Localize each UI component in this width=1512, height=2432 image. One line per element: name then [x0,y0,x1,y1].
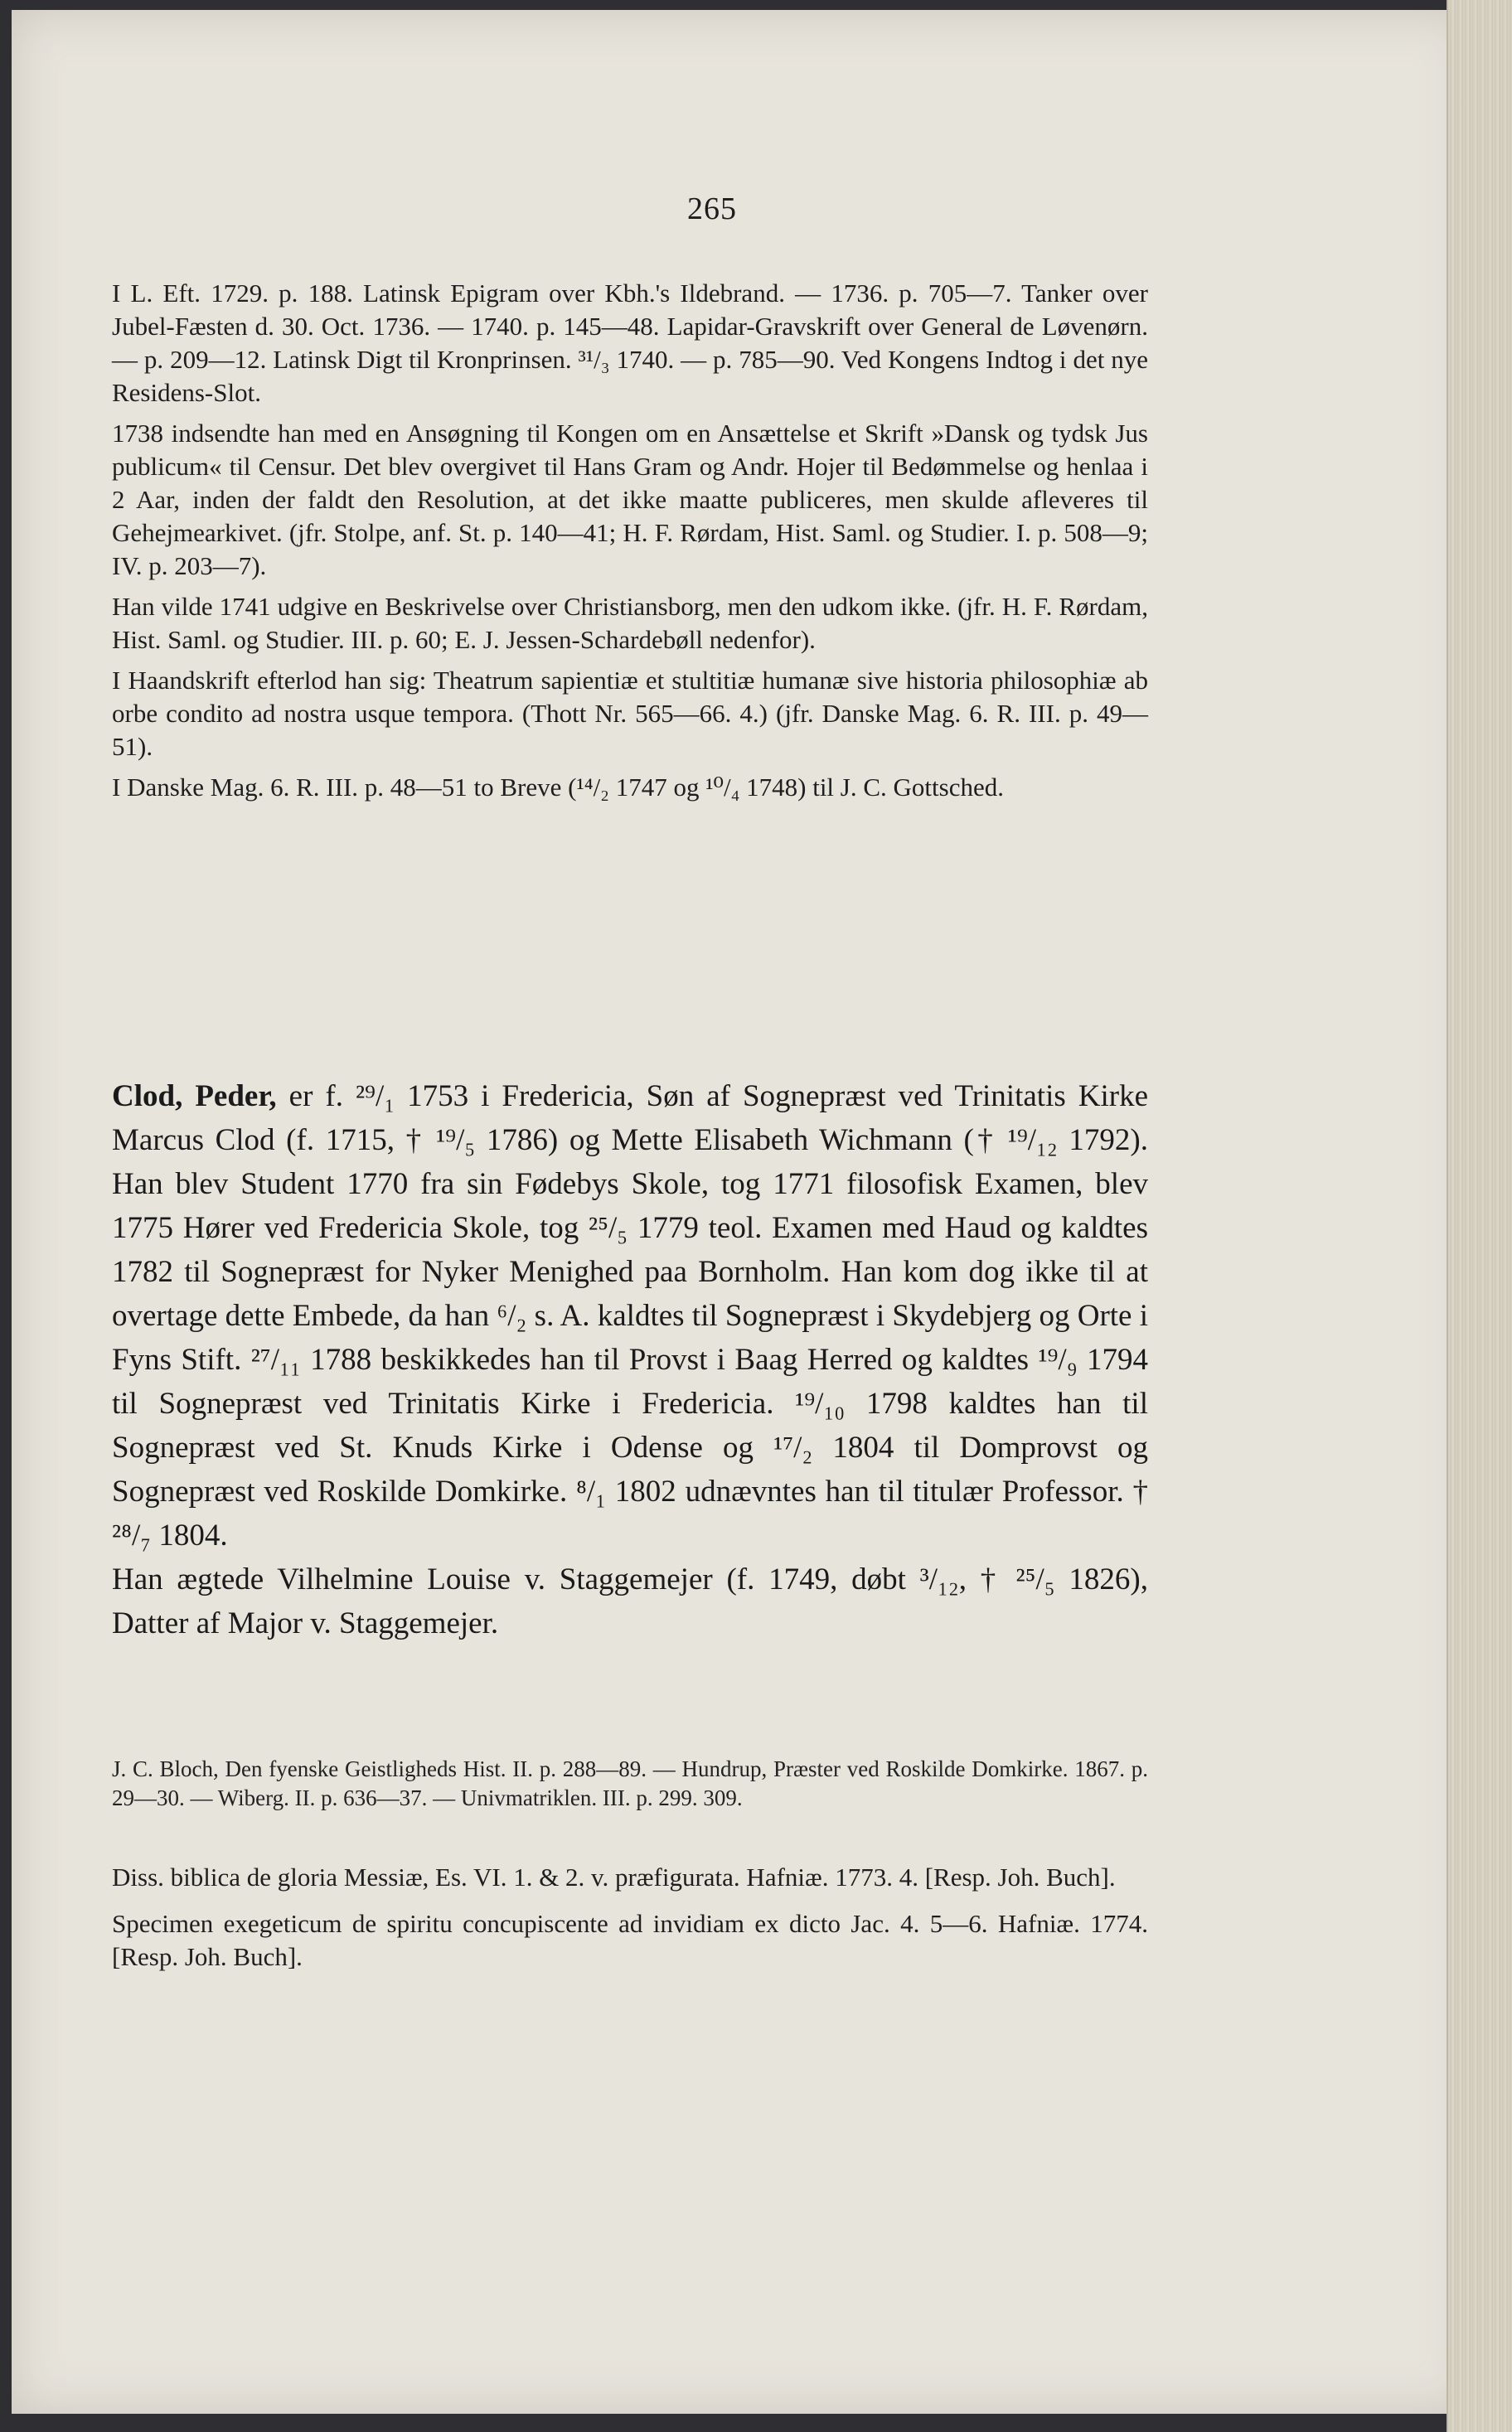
paragraph-epigram-list: I L. Eft. 1729. p. 188. Latinsk Epigram over Kbh.'s Ildebrand. — 1736. p. 705—7. Tanker over Jubel-Fæsten d. 30. Oct. 1736. — 1740. p. 145—48. Lapidar-Gravskrift over General de Løvenørn. — p. 209—12. Latinsk Digt til Kronprinsen. ³¹/₃ 1740. — p. 785—90. Ved Kongens Indtog i det nye Residens-Slot. [112,279,1148,407]
entry-body: er f. ²⁹/₁ 1753 i Fredericia, Søn af Sognepræst ved Trinitatis Kirke Marcus Clod (f. 1715, † ¹⁹/₅ 1786) og Mette Elisabeth Wichmann († ¹⁹/₁₂ 1792). Han blev Student 1770 fra sin Fødebys Skole, tog 1771 filosofisk Examen, blev 1775 Hører ved Fredericia Skole, tog ²⁵/₅ 1779 teol. Examen med Haud og kaldtes 1782 til Sognepræst for Nyker Menighed paa Bornholm. Han kom dog ikke til at overtage dette Embede, da han ⁶/₂ s. A. kaldtes til Sognepræst i Skydebjerg og Orte i Fyns Stift. ²⁷/₁₁ 1788 beskikkedes han til Provst i Baag Herred og kaldtes ¹⁹/₉ 1794 til Sognepræst ved Trinitatis Kirke i Fredericia. ¹⁹/₁₀ 1798 kaldtes han til Sognepræst ved St. Knuds Kirke i Odense og ¹⁷/₂ 1804 til Domprovst og Sognepræst ved Roskilde Domkirke. ⁸/₁ 1802 udnævntes han til titulær Professor. † ²⁸/₇ 1804. [112,1079,1148,1553]
paragraph-manuscript: I Haandskrift efterlod han sig: Theatrum sapientiæ et stultitiæ humanæ sive historia philosophiæ ab orbe condito ad nostra usque tempora. (Thott Nr. 565—66. 4.) (jfr. Danske Mag. 6. R. III. p. 49—51). [112,666,1148,761]
entry-headword: Clod, Peder, [112,1079,277,1113]
work-item: Specimen exegeticum de spiritu concupiscente ad invidiam ex dicto Jac. 4. 5—6. Hafniæ. 1774. [Resp. Joh. Buch]. [112,1909,1148,1971]
references: J. C. Bloch, Den fyenske Geistligheds Hist. II. p. 288—89. — Hundrup, Præster ved Roskilde Domkirke. 1867. p. 29—30. — Wiberg. II. p. 636—37. — Univmatriklen. III. p. 299. 309. [112,1756,1148,1810]
paragraph-christiansborg: Han vilde 1741 udgive en Beskrivelse over Christiansborg, men den udkom ikke. (jfr. H. F. Rørdam, Hist. Saml. og Studier. III. p. 60; E. J. Jessen-Schardebøll nedenfor). [112,592,1148,654]
biography-entry [112,1074,1148,1645]
paragraph-jus-publicum: 1738 indsendte han med en Ansøgning til Kongen om en Ansættelse et Skrift »Dansk og tydsk Jus publicum« til Censur. Det blev overgivet til Hans Gram og Andr. Hojer til Bedømmelse og henlaa i 2 Aar, inden der faldt den Resolution, at det ikke maatte publiceres, men skulde afleveres til Gehejmearkivet. (jfr. Stolpe, anf. St. p. 140—41; H. F. Rørdam, Hist. Saml. og Studier. I. p. 508—9; IV. p. 203—7). [112,419,1148,580]
entry-body-paragraph [112,1074,1148,1558]
page-number: 265 [687,191,737,226]
page-edge-stack [1447,0,1512,2432]
book-page [12,10,1472,2414]
entry-marriage: Han ægtede Vilhelmine Louise v. Staggemejer (f. 1749, døbt ³/₁₂, † ²⁵/₅ 1826), Datter af Major v. Staggemejer. [112,1562,1148,1640]
top-section [112,277,1148,804]
works-list [112,1861,1148,1974]
work-item: Diss. biblica de gloria Messiæ, Es. VI. 1. & 2. v. præfigurata. Hafniæ. 1773. 4. [Resp. Joh. Buch]. [112,1863,1116,1892]
paragraph-letters: I Danske Mag. 6. R. III. p. 48—51 to Breve (¹⁴/₂ 1747 og ¹⁰/₄ 1748) til J. C. Gottsched. [112,773,1004,802]
